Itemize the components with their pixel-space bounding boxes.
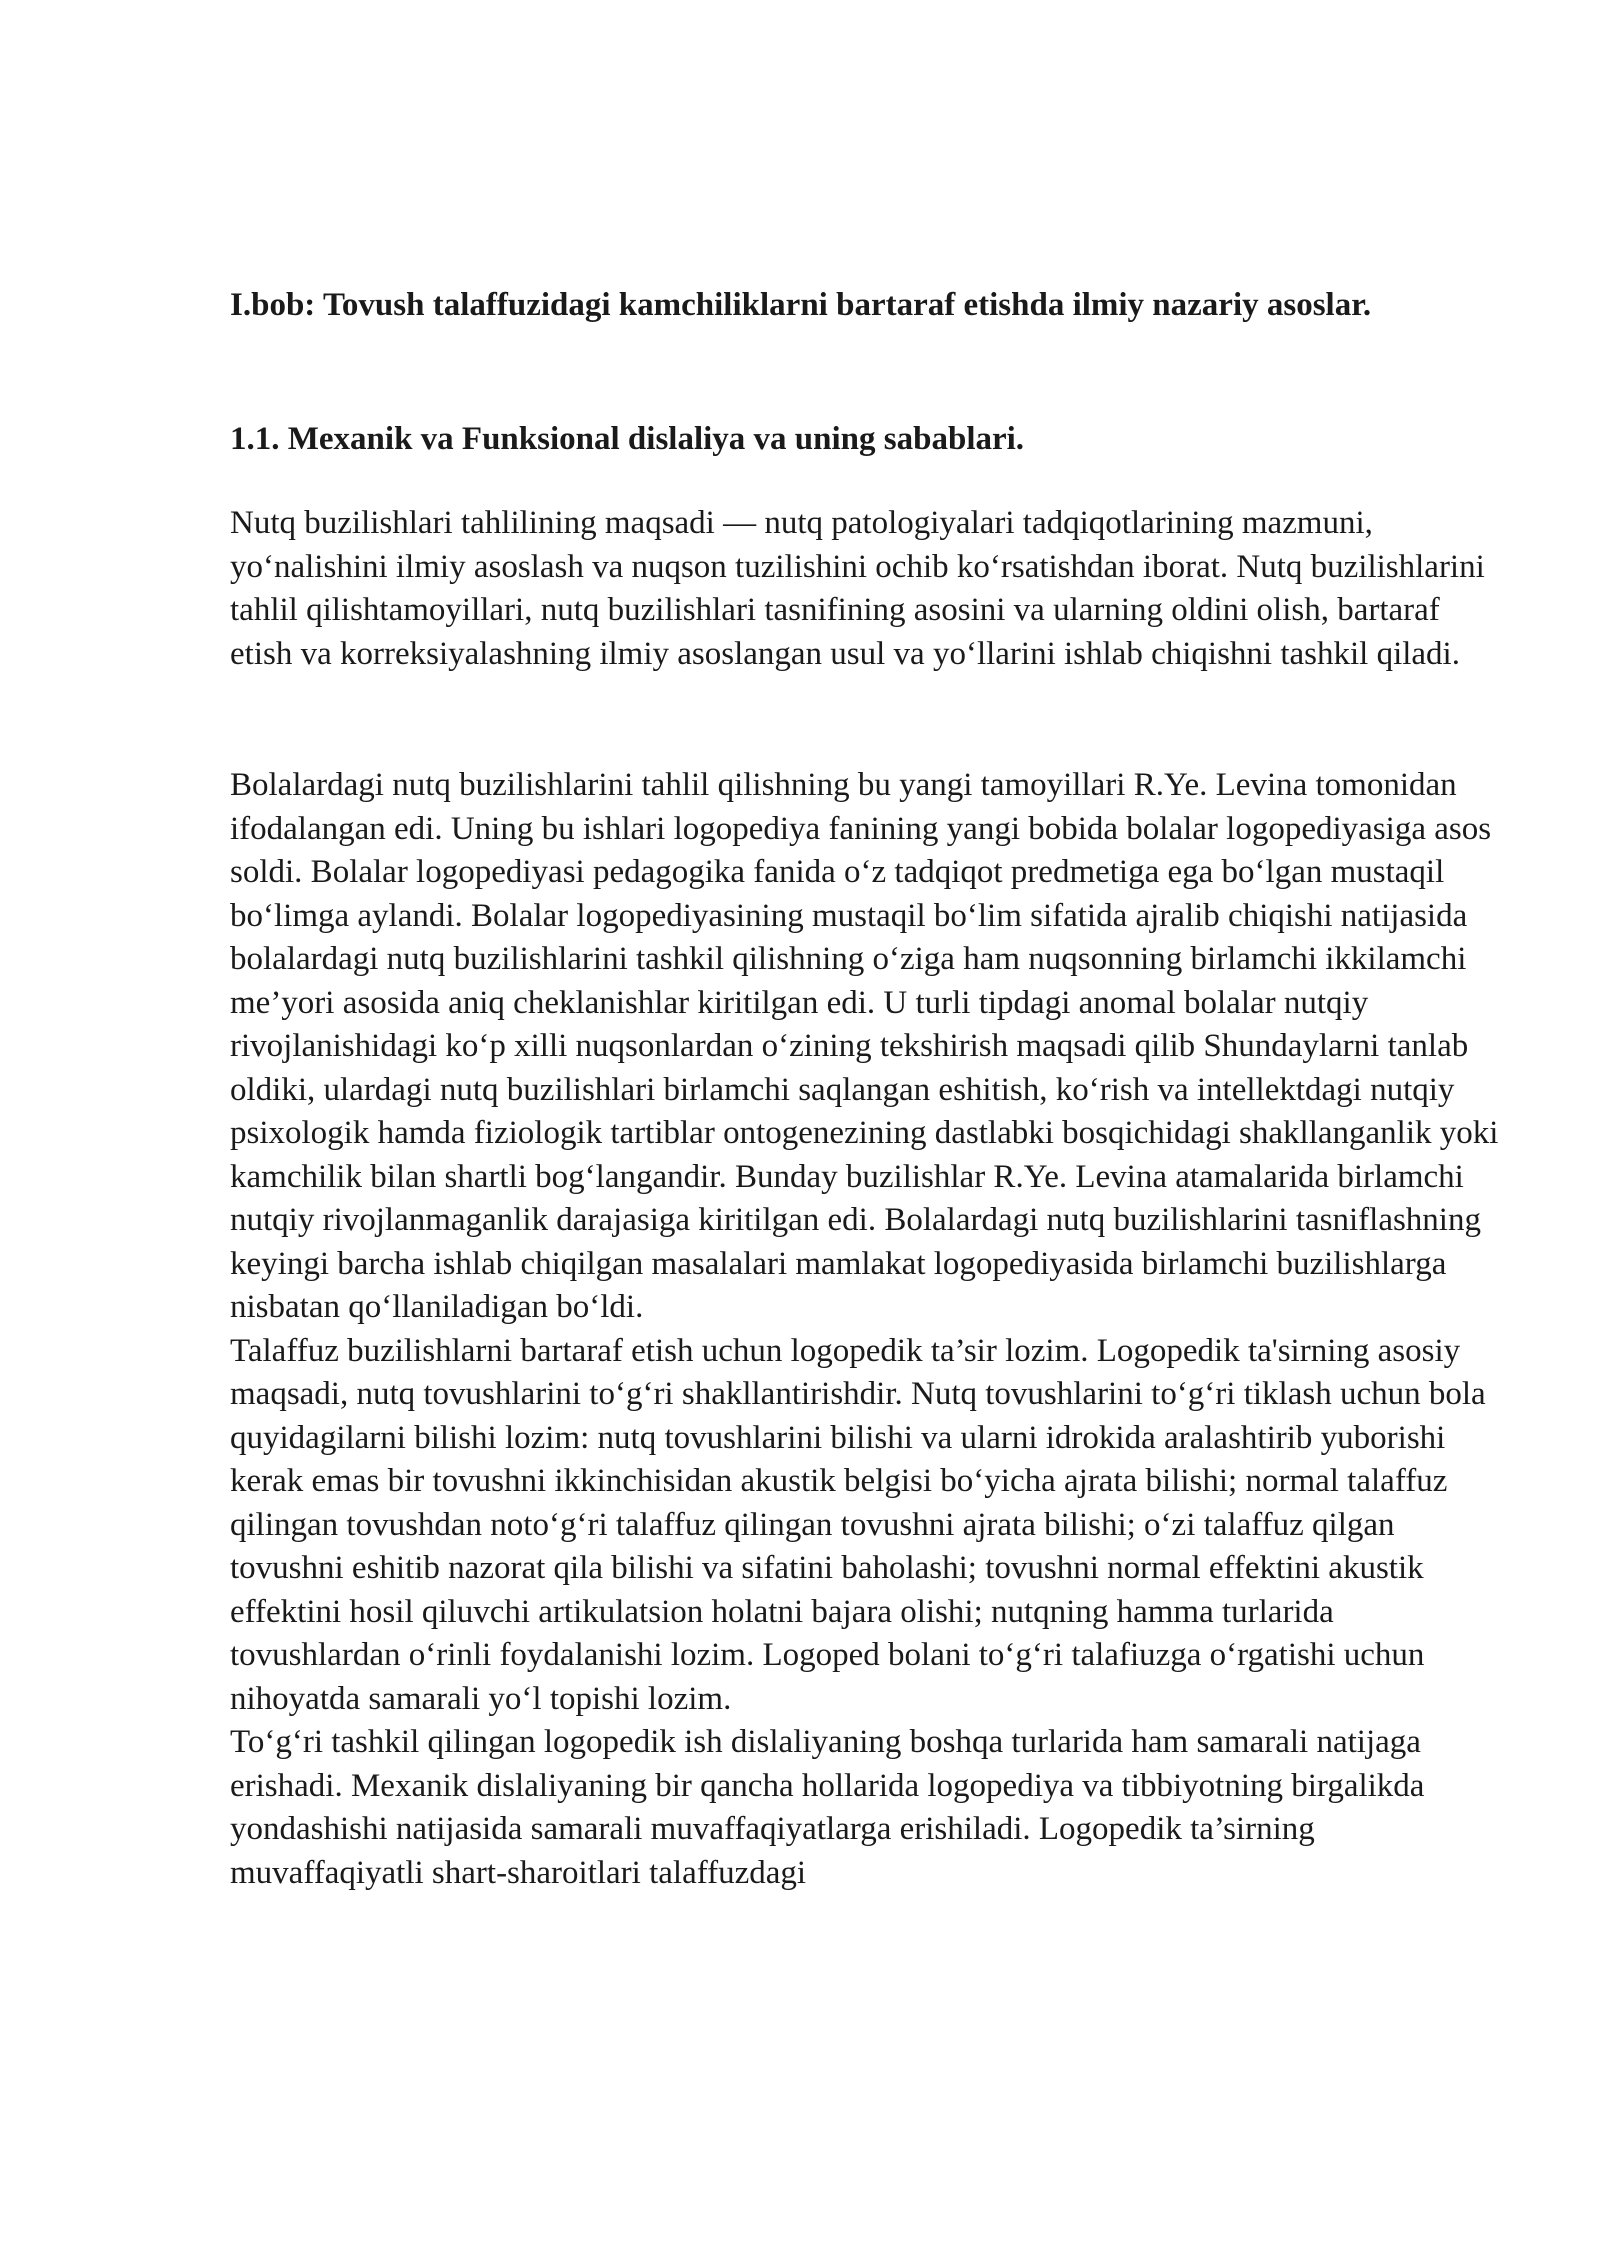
paragraph-1: Nutq buzilishlari tahlilining maqsadi — nutq patologiyalari tadqiqotlarining mazmuni, yoʻnalishini ilmiy asoslash va nuqson tuzilishini ochib koʻrsatishdan iborat. Nutq buzilishlarini tahlil qilishtamoyillari, nutq buzilishlari tasnifining asosini va ularning oldini olish, bartaraf etish va korreksiyalashning ilmiy asoslangan usul va yoʻllarini ishlab chiqishni tashkil qiladi.	[230, 505, 1485, 672]
paragraph-4: Toʻgʻri tashkil qilingan logopedik ish dislaliyaning boshqa turlarida ham samarali natijaga erishadi. Mexanik dislaliyaning bir qancha hollarida logopediya va tibbiyotning birgalikda yondashishi natijasida samarali muvaffaqiyatlarga erishiladi. Logopedik ta’sirning muvaffaqiyatli shart-sharoitlari talaffuzdagi	[230, 1724, 1425, 1891]
chapter-title: I.bob: Tovush talaffuzidagi kamchiliklarni bartaraf etishda ilmiy nazariy asoslar.	[230, 287, 1372, 323]
section-title: 1.1. Mexanik va Funksional dislaliya va uning sabablari.	[230, 421, 1025, 457]
paragraph-2: Bolalardagi nutq buzilishlarini tahlil qilishning bu yangi tamoyillari R.Ye. Levina tomonidan ifodalangan edi. Uning bu ishlari logopediya fanining yangi bobida bolalar logopediyasiga asos soldi. Bolalar logopediyasi pedagogika fanida oʻz tadqiqot predmetiga ega boʻlgan mustaqil boʻlimga aylandi. Bolalar logopediyasining mustaqil boʻlim sifatida ajralib chiqishi natijasida bolalardagi nutq buzilishlarini tashkil qilishning oʻziga ham nuqsonning birlamchi ikkilamchi me’yori asosida aniq cheklanishlar kiritilgan edi. U turli tipdagi anomal bolalar nutqiy rivojlanishidagi koʻp xilli nuqsonlardan oʻzining tekshirish maqsadi qilib Shundaylarni tanlab oldiki, ulardagi nutq buzilishlari birlamchi saqlangan eshitish, koʻrish va intellektdagi nutqiy psixologik hamda fiziologik tartiblar ontogenezining dastlabki bosqichidagi shakllanganlik yoki kamchilik bilan shartli bogʻlangandir. Bunday buzilishlar R.Ye. Levina atamalarida birlamchi nutqiy rivojlanmaganlik darajasiga kiritilgan edi. Bolalardagi nutq buzilishlarini tasniflashning keyingi barcha ishlab chiqilgan masalalari mamlakat logopediyasida birlamchi buzilishlarga nisbatan qoʻllaniladigan boʻldi.	[230, 767, 1499, 1325]
document-page	[230, 284, 1500, 1895]
paragraph-3: Talaffuz buzilishlarni bartaraf etish uchun logopedik ta’sir lozim. Logopedik ta'sirning asosiy maqsadi, nutq tovushlarini toʻgʻri shakllantirishdir. Nutq tovushlarini toʻgʻri tiklash uchun bola quyidagilarni bilishi lozim: nutq tovushlarini bilishi va ularni idrokida aralashtirib yuborishi kerak emas bir tovushni ikkinchisidan akustik belgisi boʻyicha ajrata bilishi; normal talaffuz qilingan tovushdan notoʻgʻri talaffuz qilingan tovushni ajrata bilishi; oʻzi talaffuz qilgan tovushni eshitib nazorat qila bilishi va sifatini baholashi; tovushni normal effektini akustik effektini hosil qiluvchi artikulatsion holatni bajara olishi; nutqning hamma turlarida tovushlardan oʻrinli foydalanishi lozim. Logoped bolani toʻgʻri talafiuzga oʻrgatishi uchun nihoyatda samarali yoʻl topishi lozim.	[230, 1332, 1486, 1717]
